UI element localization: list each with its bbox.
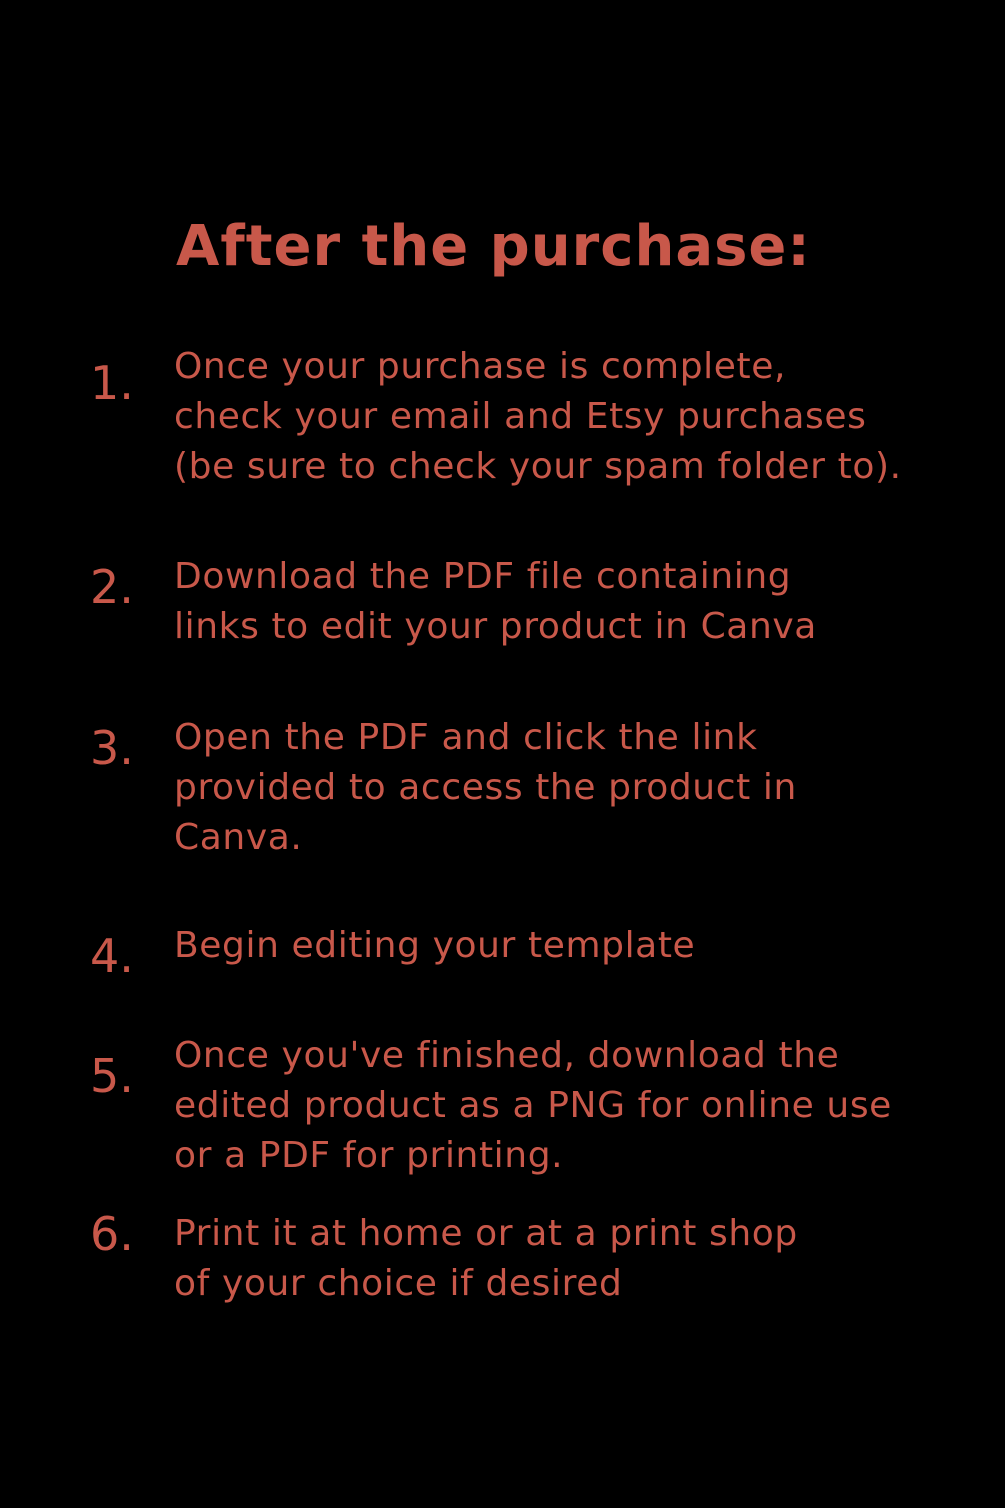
step-number: 2. bbox=[90, 560, 134, 614]
step-text: Begin editing your template bbox=[174, 925, 696, 966]
step-text: Open the PDF and click the link provided to access the product in Canva. bbox=[174, 717, 797, 858]
step-number: 4. bbox=[90, 929, 134, 983]
step-text: Once you've finished, download the edited product as a PNG for online use or a PDF for printing. bbox=[174, 1035, 892, 1176]
step-number: 3. bbox=[90, 721, 134, 775]
step-text: Download the PDF file containing links to edit your product in Canva bbox=[174, 556, 817, 647]
step-number: 5. bbox=[90, 1049, 134, 1103]
step-number: 6. bbox=[90, 1207, 134, 1261]
step-number: 1. bbox=[90, 356, 134, 410]
step-text: Print it at home or at a print shop of your choice if desired bbox=[174, 1213, 798, 1304]
page-title: After the purchase: bbox=[176, 214, 811, 279]
step-text: Once your purchase is complete, check your email and Etsy purchases (be sure to check your spam folder to). bbox=[174, 346, 902, 487]
